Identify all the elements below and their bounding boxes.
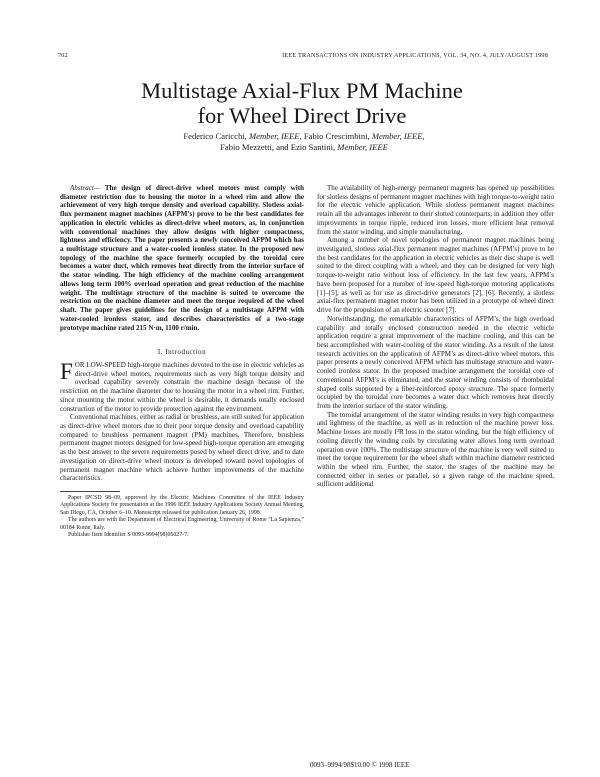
- intro-paragraph-2: Conventional machines, either as radial or brushless, are still suited for application as direct-drive wheel motors due to their poor torque density and overload capability compared to brushless permanent magnet (PM) machines. Therefore, brushless permanent magnet motors designed for low-speed high-torque operation are emerging as the best answer to the severe requirements posed by wheel direct drive, and to date investigation on direct-drive wheel motors is developed toward novel topologies of permanent magnet machine which achieve further improvements of the machine characteristics.: [60, 413, 304, 483]
- abstract: [60, 184, 304, 332]
- footnote-publisher-id: Publisher Item Identifier S 0093-9994(98)05027-7.: [68, 532, 189, 539]
- left-column: [60, 184, 304, 539]
- intro-paragraph-1-text: OR LOW-SPEED high-torque machines devoted to the use in electric vehicles as direct-drive wheel motors, requirements such as very high torque density and overload capability severely constrain the machine design because of the restriction on the machine diameter due to housing the motor in a wheel rim. Further, since mounting the motor within the wheel is desirable, it demands totally enclosed construction of the motor to provide protection against the environment.: [60, 360, 304, 413]
- footnote-manuscript: Paper IPCSD 98–09, approved by the Electric Machines Committee of the IEEE Industry Applications Society for presentation at the 1996 IEEE Industry Applications Society Annual Meeting, San Diego, CA, October 6–10. Manuscript released for publication January 26, 1998.: [60, 495, 304, 516]
- title-line-1: Multistage Axial-Flux PM Machine: [141, 78, 463, 103]
- body-paragraph-3: Notwithstanding, the remarkable characteristics of AFPM’s, the high overload capability and totally enclosed construction needed in the electric vehicle application require a great improvement of the machine cooling, and this can be best accomplished with water-cooling of the stator winding. As a result of the latest research activities on the application of AFPM’s as direct-drive wheel motors, this paper presents a newly conceived AFPM which has multistage structure and water-cooled ironless stator. In the proposed machine arrangement the toroidal core of conventional AFPM’s is eliminated, and the stator winding consists of rhomboidal shaped coils supported by a fiber-reinforced epoxy structure. The space formerly occupied by the toroidal core becomes a water duct which removes heat directly from the interior surface of the stator winding.: [317, 314, 554, 410]
- authors-line-1-names-2: , Fabio Crescimbini,: [299, 131, 372, 141]
- author-1-membership: Member, IEEE: [248, 131, 300, 141]
- authors-line-2: [80, 142, 528, 153]
- body-paragraph-4: The toroidal arrangement of the stator winding results in very high compactness and lightness of the machine, as well as in reduction of the machine power loss. Machine losses are mostly I²R loss in the stator winding, but the high efficiency of cooling directly the winding coils by circulating water allows long term overload operation over 100%. The multistage structure of the machine is very well suited to meet the torque requirement for the wheel shaft within machine diameter restricted within the wheel rim. Further, the stator, the stages of the machine may be connected either in series or parallel, so a given range of the machine speed, sufficient additional: [317, 410, 554, 489]
- body-paragraph-2: Among a number of novel topologies of permanent magnet machines being investigated, slotless axial-flux permanent magnet machines (AFPM’s) prove to be the best candidates for the application in electric vehicles as their disc shape is well suited to the direct coupling with a wheel, and they can be designed for very high torque-to-weight ratio without loss of efficiency. In the last few years, AFPM’s have been proposed for a number of low-speed high-torque motoring applications [1]–[5], as well as for use as direct-drive generators [2], [6]. Recently, a slotless axial-flux permanent magnet motor has been utilized in a prototype of wheel direct drive for the propulsion of an electric scooter [7].: [317, 236, 554, 315]
- body-paragraph-1: The availability of high-energy permanent magnets has opened up possibilities for slotless designs of permanent magnet machines with high torque-to-weight ratio for the electric vehicle application. While slotless permanent magnet machines retain all the advantages inherent to their slotted counterparts, in addition they offer improvements in torque ripple, reduced iron losses, more efficient heat removal from the stator winding, and simple manufacturing.: [317, 184, 554, 236]
- abstract-label: Abstract—: [70, 184, 101, 192]
- footnote-divider: [60, 491, 120, 492]
- right-column: [317, 184, 554, 489]
- authors-line-2-names: Fabio Mezzetti, and Ezio Santini,: [220, 142, 338, 153]
- abstract-text: The design of direct-drive wheel motors must comply with diameter restriction due to housing the motor in a wheel rim and allow the achievement of very high torque density and overload capability. Slotless axial-flux permanent magnet machines (AFPM’s) prove to be the best candidates for application in electric vehicles as direct-drive wheel motors, as, in conjunction with conventional machines they allow designs with higher compactness, lightness and efficiency. The paper presents a newly conceived AFPM which has a multistage structure and a water-cooled ironless stator. In the proposed new topology of the machine the space formerly occupied by the toroidal core becomes a water duct, which removes heat directly from the interior surface of the stator winding. The high efficiency of the machine cooling arrangement allows long term 100% overload operation and great reduction of the machine weight. The multistage structure of the machine is suited to overcome the restriction on the machine diameter and meet the torque required of the wheel shaft. The paper gives guidelines for the design of a multistage AFPM with water-cooled ironless stator, and describes characteristics of a two-stage prototype machine rated 215 N·m, 1100 r/min.: [60, 184, 304, 332]
- author-2-membership: Member, IEEE: [371, 131, 423, 141]
- page-number: 702: [58, 52, 68, 59]
- author-list: [80, 131, 528, 153]
- authors-line-1-names: Federico Caricchi,: [183, 131, 249, 141]
- footnote-affiliation: The authors are with the Department of Electrical Engineering, University of Rome “La Sapienza,” 00184 Rome, Italy.: [60, 517, 304, 531]
- authors-line-1-comma: ,: [422, 131, 425, 141]
- authors-line-1: [80, 131, 528, 142]
- copyright-code: 0093–9994/98$10.00 © 1998 IEEE: [310, 761, 410, 769]
- author-4-membership: Member, IEEE: [337, 142, 388, 153]
- drop-cap: F: [60, 358, 73, 384]
- journal-header: IEEE TRANSACTIONS ON INDUSTRY APPLICATIONS, VOL. 34, NO. 4, JULY/AUGUST 1998: [282, 52, 548, 59]
- paper-title: [58, 78, 546, 128]
- title-line-2: for Wheel Direct Drive: [197, 103, 407, 128]
- section-heading-introduction: I. Introduction: [157, 348, 207, 357]
- intro-paragraph-1: [60, 358, 304, 413]
